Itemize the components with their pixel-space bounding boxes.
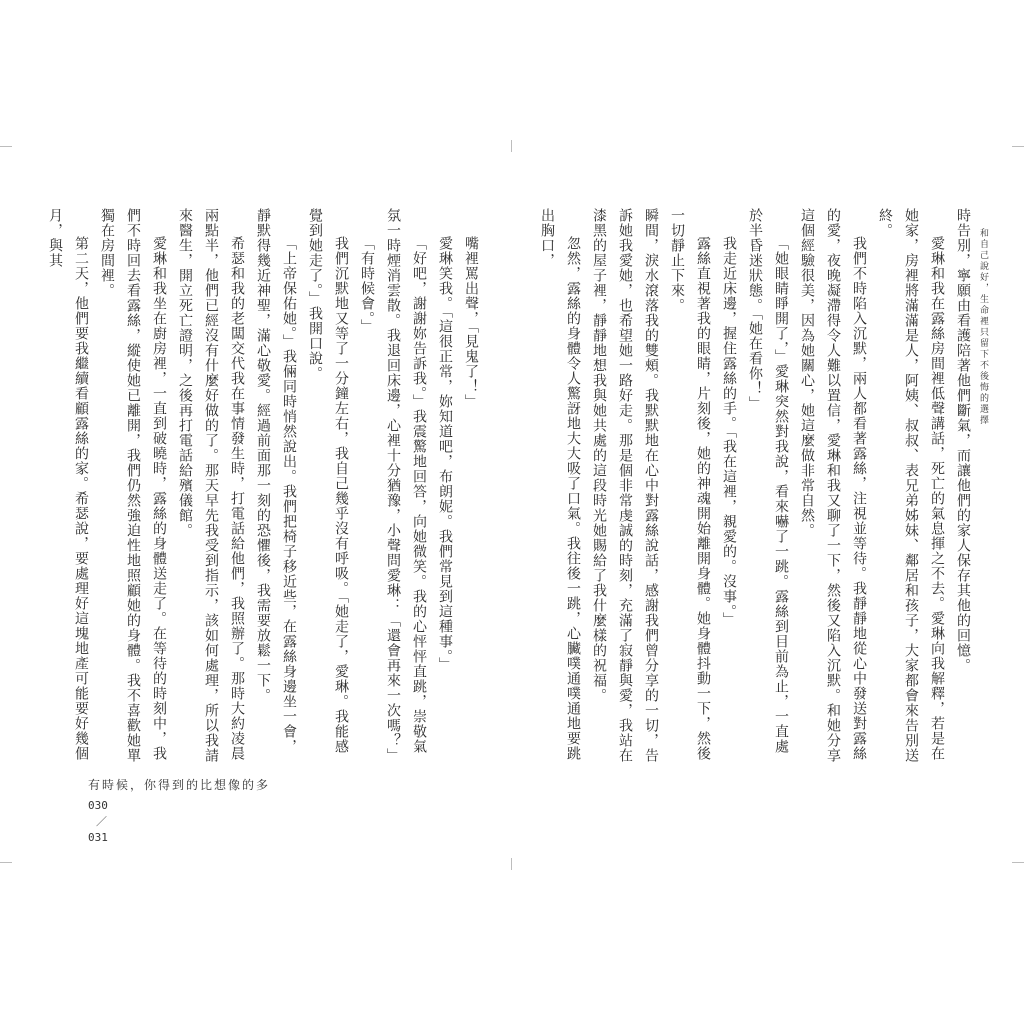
running-head: 和自己說好，生命裡只留下不後悔的選擇 <box>978 228 988 426</box>
paragraph: 第二天，他們要我繼續看顧露絲的家。希瑟說，要處理好這塊地產可能要好幾個月，與其 <box>47 208 89 761</box>
paragraph: 「有時候會。」 <box>359 236 375 334</box>
paragraph: 「上帝保佑她。」我倆同時悄然說出。我們把椅子移近些，在露絲身邊坐一會，靜默得幾近神聖，滿心敬愛。經過前面那一刻的恐懼後，我需要放鬆一下。 <box>255 208 297 754</box>
paragraph: 「她眼睛睜開了，」愛琳突然對我說，看來嚇了一跳。露絲到目前為止，一直處於半昏迷狀態。「她在看你！」 <box>747 208 789 754</box>
paragraph: 「好吧，謝謝妳告訴我。」我震驚地回答，向她微笑。我的心怦怦直跳，崇敬氣氛一時煙消雲散。我退回床邊，心裡十分猶豫，小聲問愛琳：「還會再來一次嗎？」 <box>385 208 427 763</box>
page-number-separator: ／ <box>96 815 107 828</box>
paragraph: 希瑟和我的老闆交代我在事情發生時，打電話給他們，我照辦了。那時大約凌晨兩點半，他們已經沒有什麼好做的了。那天早先我受到指示，該如何處理，所以我請來醫生，開立死亡證明，之後再打電話給殯儀館。 <box>177 208 245 763</box>
page-number-right: 031 <box>88 831 108 844</box>
paragraph: 愛琳笑我。「這很正常，妳知道吧，布朗妮。我們常見到這種事。」 <box>437 236 453 672</box>
crop-mark-bottom-left <box>0 862 12 875</box>
paragraph: 我們不時陷入沉默，兩人都看著露絲，注視並等待。我靜靜地從心中發送對露絲的愛，夜晚凝滯得令人難以置信，愛琳和我又聊了一下，然後又陷入沉默。和她分享這個經驗很美，因為她關心，她這麼做非常自然。 <box>799 208 867 763</box>
left-page <box>47 208 484 768</box>
right-page <box>536 208 976 768</box>
crop-mark-top-left <box>0 146 12 159</box>
paragraph: 愛琳和我在露絲房間裡低聲講話，死亡的氣息揮之不去。愛琳向我解釋，若是在她家，房裡將滿滿是人，阿姨、叔叔、表兄弟姊妹、鄰居和孩子，大家都會來告別送終。 <box>877 208 945 763</box>
crop-mark-top-right <box>1012 146 1024 159</box>
page-numbers <box>88 798 108 846</box>
paragraph: 露絲直視著我的眼睛，片刻後，她的神魂開始離開身體。她身體抖動一下，然後一切靜止下來。 <box>669 208 711 761</box>
crop-mark-top-center <box>511 140 512 152</box>
crop-mark-bottom-right <box>1012 862 1024 875</box>
paragraph: 忽然，露絲的身體令人驚訝地大大吸了口氣。我往後一跳，心臟噗通噗通地要跳出胸口， <box>539 208 581 761</box>
paragraph: 瞬間，淚水滾落我的雙頰。我默默地在心中對露絲說話，感謝我們曾分享的一切，告訴她我愛她，也希望她一路好走。那是個非常虔誠的時刻，充滿了寂靜與愛，我站在漆黑的屋子裡，靜靜地想我與她共處的這段時光她賜給了我什麼樣的祝福。 <box>591 208 659 763</box>
crop-mark-bottom-center <box>511 858 512 870</box>
book-title-footer: 有時候，你得到的比想像的多 <box>88 778 271 792</box>
paragraph: 嘴裡罵出聲，「見鬼了！」 <box>463 236 479 409</box>
paragraph: 時告別，寧願由看護陪著他們斷氣，而讓他們的家人保存其他的回憶。 <box>955 208 971 673</box>
page-number-left: 030 <box>88 799 108 812</box>
paragraph: 我走近床邊，握住露絲的手。「我在這裡，親愛的。沒事。」 <box>721 236 737 627</box>
paragraph: 我們沉默地又等了一分鐘左右，我自己幾乎沒有呼吸。「她走了，愛琳。我能感覺到她走了。」我開口說。 <box>307 208 349 754</box>
paragraph: 愛琳和我坐在廚房裡，一直到破曉時，露絲的身體送走了。在等待的時刻中，我們不時回去看露絲，縱使她已離開，我們仍然強迫性地照顧她的身體。我不喜歡她單獨在房間裡。 <box>99 208 167 763</box>
